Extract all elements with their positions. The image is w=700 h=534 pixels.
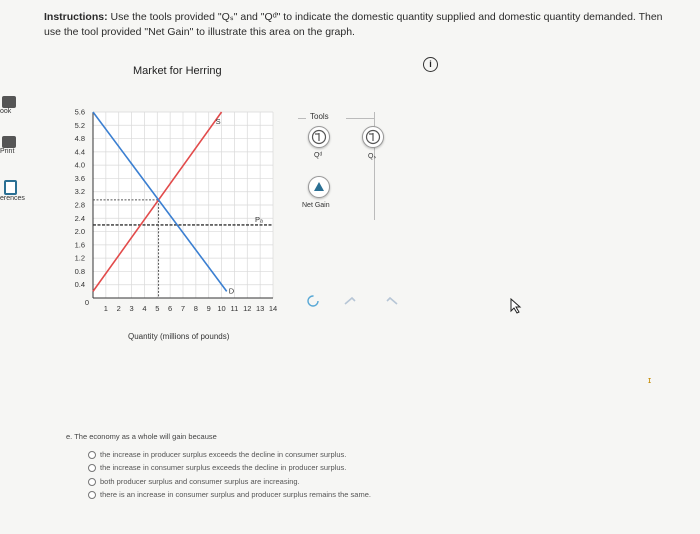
x-tick-label: 9 [206,304,211,313]
radio-button[interactable] [88,491,96,499]
left-sidebar [0,90,30,230]
y-tick-label: 3.2 [74,187,85,197]
instructions-text: Use the tools provided "Qₛ" and "Qᵈ" to indicate the domestic quantity supplied and domestic quantity demanded. Then use the tool provided "Net Gain" to illustrate this area on the graph. [44,11,663,38]
x-tick-label: 2 [116,304,121,313]
x-tick-label: 13 [255,304,265,313]
sidebar-item-print[interactable] [0,136,30,155]
x-tick-label: 14 [268,304,278,313]
y-tick-label: 4.8 [74,134,85,144]
tools-panel [298,112,375,220]
y-tick-label: 1.2 [74,253,85,263]
tools-title: Tools [310,112,329,121]
answer-option[interactable] [88,490,371,499]
x-tick-label: 11 [230,304,239,313]
x-tick-label: 10 [217,304,226,313]
x-tick-label: 7 [180,304,186,313]
y-tick-label: 1.6 [74,240,85,250]
y-tick-label: 2.0 [74,227,85,237]
option-label: both producer surplus and consumer surplus are increasing. [100,477,300,486]
info-icon[interactable]: i [423,57,438,72]
x-axis-title: Quantity (millions of pounds) [128,332,230,341]
world-price-label: Pₐ [255,214,263,224]
y-tick-label: 4.4 [74,147,85,157]
chart-title: Market for Herring [133,65,222,77]
reset-icon[interactable] [308,296,318,306]
y-tick-label: 2.4 [74,213,85,223]
net-gain-tool-label: Net Gain [302,202,330,209]
supply-curve-label: S [215,117,221,126]
q-demand-tool-icon[interactable] [308,126,330,148]
y-tick-label: 3.6 [74,173,85,183]
x-tick-label: 1 [103,304,108,313]
sidebar-item-ebook[interactable] [0,96,30,115]
option-label: the increase in producer surplus exceeds the decline in consumer surplus. [100,450,347,459]
undo-icon[interactable] [345,298,355,304]
x-tick-label: 4 [142,304,147,313]
y-tick-label: 4.0 [74,160,85,170]
answer-option[interactable] [88,463,346,472]
radio-button[interactable] [88,464,96,472]
document-icon [4,180,17,195]
y-tick-label: 0.4 [74,280,85,290]
x-tick-label: 6 [168,304,173,313]
y-tick-label: 2.8 [74,200,85,210]
demand-curve-label: D [228,286,235,296]
market-chart[interactable] [60,100,290,325]
book-icon [2,96,16,108]
question-prompt: e. The economy as a whole will gain because [66,432,217,441]
printer-icon [2,136,16,148]
sidebar-item-label: erences [0,195,25,202]
radio-button[interactable] [88,451,96,459]
sidebar-item-label: Print [0,148,15,155]
q-demand-tool-label: Qᵈ [314,152,323,159]
y-tick-label: 0.8 [74,266,85,276]
graph-controls [305,292,415,310]
radio-button[interactable] [88,478,96,486]
answer-option[interactable] [88,450,346,459]
redo-icon[interactable] [387,298,397,304]
x-tick-label: 0 [84,298,89,307]
x-tick-label: 5 [155,304,160,313]
sidebar-item-label: ook [0,108,12,115]
y-tick-label: 5.2 [74,120,85,130]
instructions-lead: Instructions: [44,11,108,23]
y-tick-label: 5.6 [74,107,85,117]
option-label: there is an increase in consumer surplus and producer surplus remains the same. [100,490,371,499]
net-gain-tool-icon[interactable] [308,176,330,198]
x-tick-label: 8 [193,304,198,313]
cursor-icon [510,298,524,314]
option-label: the increase in consumer surplus exceeds the decline in producer surplus. [100,463,347,472]
x-tick-label: 3 [129,304,134,313]
x-tick-label: 12 [243,304,252,313]
q-supply-tool-label: Qₛ [368,153,377,160]
q-supply-tool-icon[interactable] [362,126,384,148]
stray-mark: ɪ [648,375,652,385]
answer-option[interactable] [88,477,300,486]
instructions [44,10,664,40]
sidebar-item-references[interactable] [0,180,30,202]
